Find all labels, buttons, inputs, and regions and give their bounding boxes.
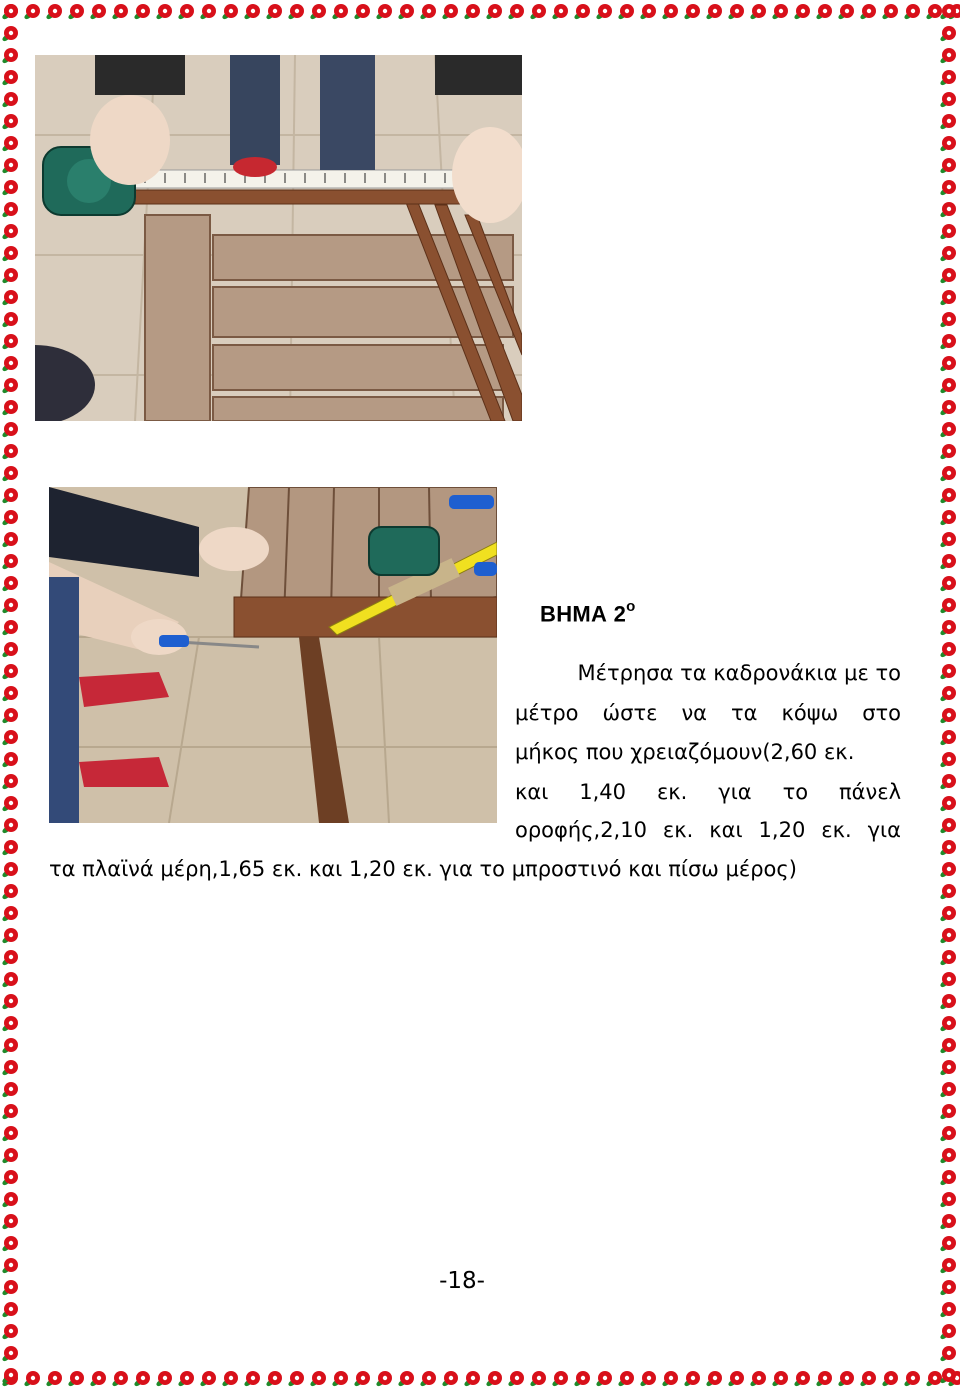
flower-ornament	[551, 1371, 568, 1387]
flower-ornament	[939, 554, 956, 570]
flower-ornament	[749, 1371, 766, 1387]
flower-ornament	[463, 1371, 480, 1387]
flower-ornament	[837, 1371, 854, 1387]
flower-ornament	[771, 1371, 788, 1387]
paragraph-line-6: τα πλαϊνά μέρη,1,65 εκ. και 1,20 εκ. για το μπροστινό και πίσω μέρος)	[49, 857, 797, 881]
flower-ornament	[1, 950, 18, 966]
flower-ornament	[939, 994, 956, 1010]
flower-ornament	[1, 466, 18, 482]
flower-ornament	[1, 818, 18, 834]
flower-ornament	[463, 4, 480, 20]
flower-ornament	[1, 136, 18, 152]
flower-ornament	[243, 4, 260, 20]
flower-ornament	[221, 1371, 238, 1387]
flower-ornament	[45, 4, 62, 20]
flower-ornament	[939, 1302, 956, 1318]
flower-ornament	[1, 642, 18, 658]
flower-ornament	[573, 4, 590, 20]
flower-ornament	[793, 1371, 810, 1387]
flower-ornament	[1, 1016, 18, 1032]
flower-ornament	[89, 4, 106, 20]
flower-ornament	[1, 884, 18, 900]
flower-ornament	[939, 444, 956, 460]
page-number: -18-	[439, 1268, 485, 1294]
flower-ornament	[1, 598, 18, 614]
floral-border-right	[938, 0, 960, 1389]
flower-ornament	[705, 1371, 722, 1387]
flower-ornament	[939, 1214, 956, 1230]
flower-ornament	[1, 422, 18, 438]
flower-ornament	[837, 4, 854, 20]
flower-ornament	[939, 928, 956, 944]
flower-ornament	[507, 4, 524, 20]
flower-ornament	[397, 4, 414, 20]
flower-ornament	[23, 1371, 40, 1387]
photo-measuring-strip	[35, 55, 522, 421]
flower-ornament	[939, 774, 956, 790]
flower-ornament	[939, 1236, 956, 1252]
flower-ornament	[1, 1236, 18, 1252]
flower-ornament	[881, 1371, 898, 1387]
floral-border-bottom	[0, 1367, 960, 1389]
flower-ornament	[881, 4, 898, 20]
flower-ornament	[939, 92, 956, 108]
flower-ornament	[749, 4, 766, 20]
flower-ornament	[639, 4, 656, 20]
flower-ornament	[1, 158, 18, 174]
flower-ornament	[265, 1371, 282, 1387]
flower-ornament	[1, 576, 18, 592]
flower-ornament	[111, 4, 128, 20]
step-heading	[540, 600, 636, 627]
flower-ornament	[397, 1371, 414, 1387]
flower-ornament	[939, 356, 956, 372]
flower-ornament	[1, 620, 18, 636]
flower-ornament	[939, 1038, 956, 1054]
flower-ornament	[1, 312, 18, 328]
flower-ornament	[375, 4, 392, 20]
flower-ornament	[485, 4, 502, 20]
flower-ornament	[177, 1371, 194, 1387]
flower-ornament	[939, 730, 956, 746]
flower-ornament	[617, 1371, 634, 1387]
flower-ornament	[1, 1302, 18, 1318]
flower-ornament	[1, 774, 18, 790]
step-heading-text: ΒΗΜΑ 2	[540, 601, 627, 627]
flower-ornament	[1, 1324, 18, 1340]
flower-ornament	[939, 642, 956, 658]
flower-ornament	[661, 4, 678, 20]
flower-ornament	[331, 4, 348, 20]
flower-ornament	[903, 1371, 920, 1387]
flower-ornament	[939, 114, 956, 130]
flower-ornament	[441, 1371, 458, 1387]
flower-ornament	[859, 4, 876, 20]
flower-ornament	[1, 114, 18, 130]
flower-ornament	[727, 4, 744, 20]
flower-ornament	[1, 1148, 18, 1164]
flower-ornament	[1, 708, 18, 724]
flower-ornament	[1, 400, 18, 416]
flower-ornament	[939, 202, 956, 218]
paragraph-line-3: μήκος που χρειαζόμουν(2,60 εκ.	[515, 740, 855, 764]
flower-ornament	[1, 862, 18, 878]
flower-ornament	[23, 4, 40, 20]
flower-ornament	[1, 70, 18, 86]
flower-ornament	[265, 4, 282, 20]
flower-ornament	[1, 1368, 18, 1384]
flower-ornament	[529, 1371, 546, 1387]
flower-ornament	[1, 532, 18, 548]
flower-ornament	[939, 972, 956, 988]
flower-ornament	[939, 1016, 956, 1032]
flower-ornament	[939, 1280, 956, 1296]
flower-ornament	[939, 26, 956, 42]
flower-ornament	[939, 796, 956, 812]
flower-ornament	[939, 510, 956, 526]
flower-ornament	[1, 202, 18, 218]
flower-ornament	[1, 246, 18, 262]
flower-ornament	[1, 510, 18, 526]
flower-ornament	[1, 488, 18, 504]
flower-ornament	[595, 4, 612, 20]
flower-ornament	[939, 268, 956, 284]
flower-ornament	[939, 598, 956, 614]
flower-ornament	[939, 752, 956, 768]
flower-ornament	[67, 1371, 84, 1387]
flower-ornament	[199, 1371, 216, 1387]
floral-border-left	[0, 0, 22, 1389]
flower-ornament	[1, 1170, 18, 1186]
flower-ornament	[353, 4, 370, 20]
flower-ornament	[419, 4, 436, 20]
flower-ornament	[617, 4, 634, 20]
flower-ornament	[133, 4, 150, 20]
flower-ornament	[939, 400, 956, 416]
flower-ornament	[1, 664, 18, 680]
flower-ornament	[939, 686, 956, 702]
flower-ornament	[939, 1258, 956, 1274]
flower-ornament	[939, 334, 956, 350]
flower-ornament	[1, 1214, 18, 1230]
flower-ornament	[639, 1371, 656, 1387]
flower-ornament	[287, 4, 304, 20]
flower-ornament	[939, 1104, 956, 1120]
flower-ornament	[353, 1371, 370, 1387]
flower-ornament	[939, 1060, 956, 1076]
flower-ornament	[939, 1192, 956, 1208]
flower-ornament	[155, 1371, 172, 1387]
flower-ornament	[45, 1371, 62, 1387]
flower-ornament	[1, 4, 18, 20]
flower-ornament	[1, 356, 18, 372]
flower-ornament	[1, 1038, 18, 1054]
flower-ornament	[939, 664, 956, 680]
flower-ornament	[441, 4, 458, 20]
flower-ornament	[771, 4, 788, 20]
flower-ornament	[939, 290, 956, 306]
flower-ornament	[375, 1371, 392, 1387]
flower-ornament	[939, 532, 956, 548]
photo-cutting-strip	[49, 487, 497, 823]
flower-ornament	[815, 4, 832, 20]
flower-ornament	[419, 1371, 436, 1387]
flower-ornament	[939, 1346, 956, 1362]
flower-ornament	[859, 1371, 876, 1387]
flower-ornament	[939, 378, 956, 394]
flower-ornament	[485, 1371, 502, 1387]
flower-ornament	[1, 92, 18, 108]
flower-ornament	[815, 1371, 832, 1387]
flower-ornament	[661, 1371, 678, 1387]
flower-ornament	[1, 26, 18, 42]
flower-ornament	[199, 4, 216, 20]
flower-ornament	[573, 1371, 590, 1387]
flower-ornament	[1, 268, 18, 284]
flower-ornament	[939, 950, 956, 966]
flower-ornament	[111, 1371, 128, 1387]
flower-ornament	[1, 334, 18, 350]
flower-ornament	[939, 48, 956, 64]
flower-ornament	[939, 884, 956, 900]
flower-ornament	[221, 4, 238, 20]
flower-ornament	[133, 1371, 150, 1387]
flower-ornament	[507, 1371, 524, 1387]
flower-ornament	[1, 994, 18, 1010]
paragraph-line-1: Μέτρησα τα καδρονάκια με το	[577, 661, 901, 685]
flower-ornament	[1, 730, 18, 746]
flower-ornament	[727, 1371, 744, 1387]
paragraph-line-5: οροφής,2,10 εκ. και 1,20 εκ. για	[515, 818, 901, 842]
flower-ornament	[529, 4, 546, 20]
flower-ornament	[1, 1104, 18, 1120]
flower-ornament	[939, 466, 956, 482]
flower-ornament	[1, 1346, 18, 1362]
flower-ornament	[1, 752, 18, 768]
flower-ornament	[705, 4, 722, 20]
flower-ornament	[309, 4, 326, 20]
flower-ornament	[939, 246, 956, 262]
flower-ornament	[1, 224, 18, 240]
flower-ornament	[155, 4, 172, 20]
flower-ornament	[243, 1371, 260, 1387]
flower-ornament	[939, 576, 956, 592]
flower-ornament	[939, 1148, 956, 1164]
flower-ornament	[939, 488, 956, 504]
flower-ornament	[1, 686, 18, 702]
flower-ornament	[939, 906, 956, 922]
flower-ornament	[177, 4, 194, 20]
flower-ornament	[939, 136, 956, 152]
flower-ornament	[939, 70, 956, 86]
flower-ornament	[1, 1060, 18, 1076]
flower-ornament	[939, 422, 956, 438]
flower-ornament	[939, 1126, 956, 1142]
flower-ornament	[939, 862, 956, 878]
flower-ornament	[939, 312, 956, 328]
flower-ornament	[1, 444, 18, 460]
flower-ornament	[595, 1371, 612, 1387]
flower-ornament	[1, 1192, 18, 1208]
floral-border-top	[0, 0, 960, 22]
flower-ornament	[939, 1082, 956, 1098]
flower-ornament	[551, 4, 568, 20]
flower-ornament	[1, 1126, 18, 1142]
flower-ornament	[903, 4, 920, 20]
flower-ornament	[331, 1371, 348, 1387]
flower-ornament	[1, 290, 18, 306]
flower-ornament	[287, 1371, 304, 1387]
flower-ornament	[939, 180, 956, 196]
flower-ornament	[1, 48, 18, 64]
flower-ornament	[939, 224, 956, 240]
flower-ornament	[1, 840, 18, 856]
flower-ornament	[1, 1082, 18, 1098]
paragraph-line-4: και 1,40 εκ. για το πάνελ	[515, 780, 901, 804]
flower-ornament	[939, 1170, 956, 1186]
flower-ornament	[939, 818, 956, 834]
flower-ornament	[309, 1371, 326, 1387]
flower-ornament	[939, 620, 956, 636]
flower-ornament	[1, 554, 18, 570]
flower-ornament	[939, 1324, 956, 1340]
flower-ornament	[1, 928, 18, 944]
flower-ornament	[1, 972, 18, 988]
flower-ornament	[67, 4, 84, 20]
flower-ornament	[1, 378, 18, 394]
flower-ornament	[1, 796, 18, 812]
flower-ornament	[89, 1371, 106, 1387]
flower-ornament	[939, 708, 956, 724]
paragraph-line-2: μέτρο ώστε να τα κόψω στο	[515, 701, 901, 725]
flower-ornament	[1, 180, 18, 196]
flower-ornament	[939, 4, 956, 20]
flower-ornament	[939, 840, 956, 856]
flower-ornament	[793, 4, 810, 20]
flower-ornament	[683, 4, 700, 20]
flower-ornament	[683, 1371, 700, 1387]
flower-ornament	[939, 158, 956, 174]
flower-ornament	[1, 906, 18, 922]
step-heading-superscript: ο	[626, 598, 636, 615]
flower-ornament	[939, 1368, 956, 1384]
